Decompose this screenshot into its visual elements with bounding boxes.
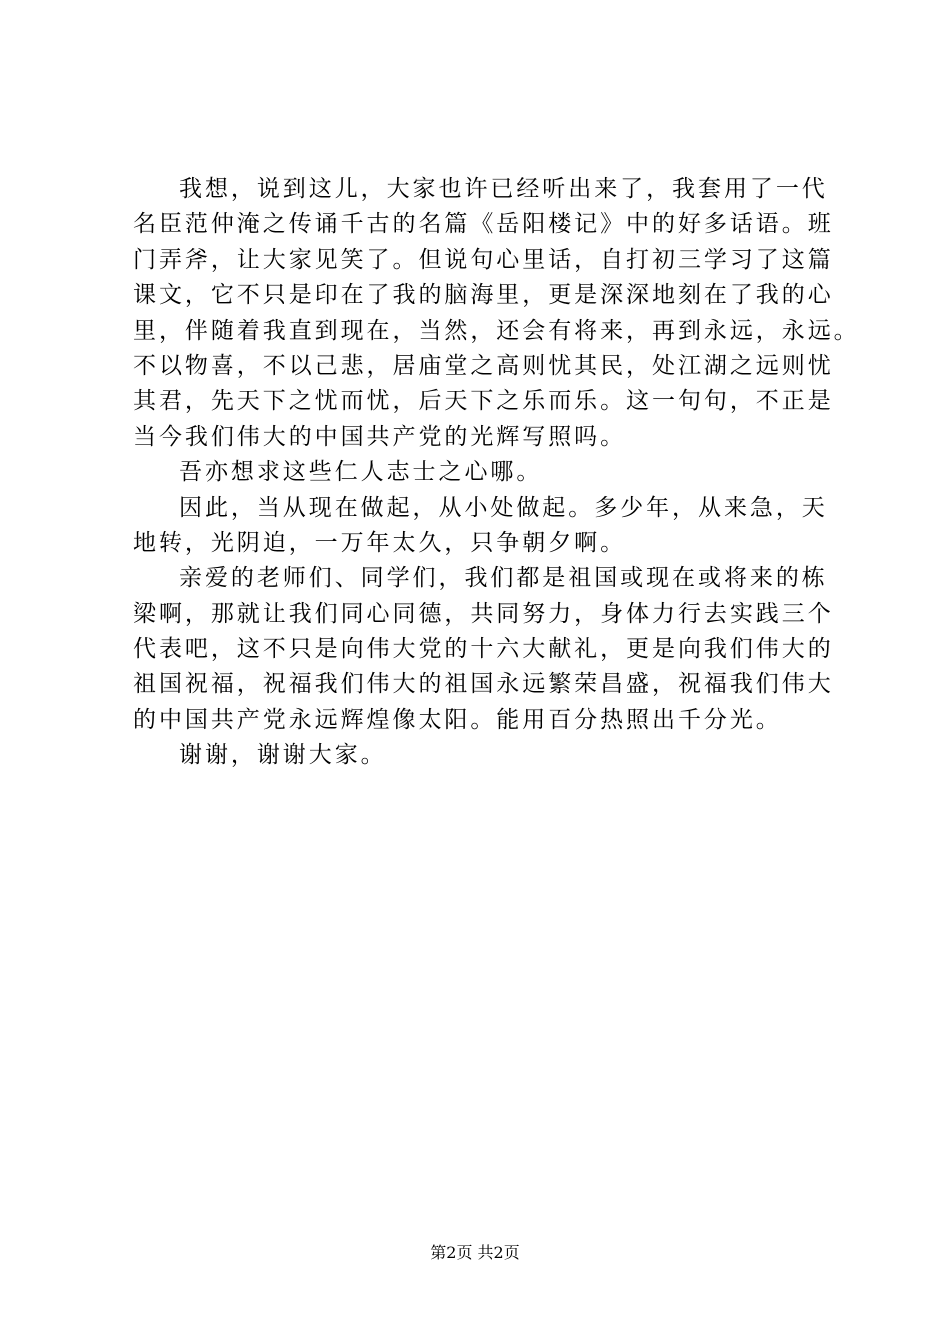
document-body — [133, 172, 860, 774]
paragraph-line: 地转，光阴迫，一万年太久，只争朝夕啊。 — [133, 529, 627, 556]
paragraph-line: 我想，说到这儿，大家也许已经听出来了，我套用了一代 — [179, 176, 828, 202]
page-number-footer: 第2页 共2页 — [430, 1243, 520, 1262]
paragraph-line: 吾亦想求这些仁人志士之心哪。 — [179, 459, 543, 486]
paragraph-line: 其君，先天下之忧而忧，后天下之乐而乐。这一句句，不正是 — [133, 388, 834, 415]
paragraph-line: 代表吧，这不只是向伟大党的十六大献礼，更是向我们伟大的 — [133, 636, 834, 663]
paragraph-line: 的中国共产党永远辉煌像太阳。能用百分热照出千分光。 — [133, 706, 782, 733]
paragraph-4 — [133, 561, 834, 738]
paragraph-line: 课文，它不只是印在了我的脑海里，更是深深地刻在了我的心 — [133, 282, 834, 309]
paragraph-line: 不以物喜，不以己悲，居庙堂之高则忧其民，处江湖之远则忧 — [133, 352, 834, 379]
paragraph-line: 里，伴随着我直到现在，当然，还会有将来，再到永远，永远。 — [133, 317, 860, 344]
paragraph-line: 因此，当从现在做起，从小处做起。多少年，从来急，天 — [179, 494, 828, 521]
paragraph-line: 梁啊，那就让我们同心同德，共同努力，身体力行去实践三个 — [133, 600, 834, 627]
paragraph-line: 谢谢，谢谢大家。 — [179, 742, 387, 769]
paragraph-line: 祖国祝福，祝福我们伟大的祖国永远繁荣昌盛，祝福我们伟大 — [133, 671, 834, 698]
paragraph-line: 名臣范仲淹之传诵千古的名篇《岳阳楼记》中的好多话语。班 — [133, 211, 834, 238]
paragraph-line: 当今我们伟大的中国共产党的光辉写照吗。 — [133, 423, 627, 450]
paragraph-line: 门弄斧，让大家见笑了。但说句心里话，自打初三学习了这篇 — [133, 246, 834, 273]
paragraph-2 — [133, 455, 823, 490]
paragraph-line: 亲爱的老师们、同学们，我们都是祖国或现在或将来的栋 — [179, 565, 828, 592]
paragraph-1 — [133, 172, 860, 455]
paragraph-3 — [133, 491, 828, 562]
paragraph-5 — [133, 738, 823, 773]
